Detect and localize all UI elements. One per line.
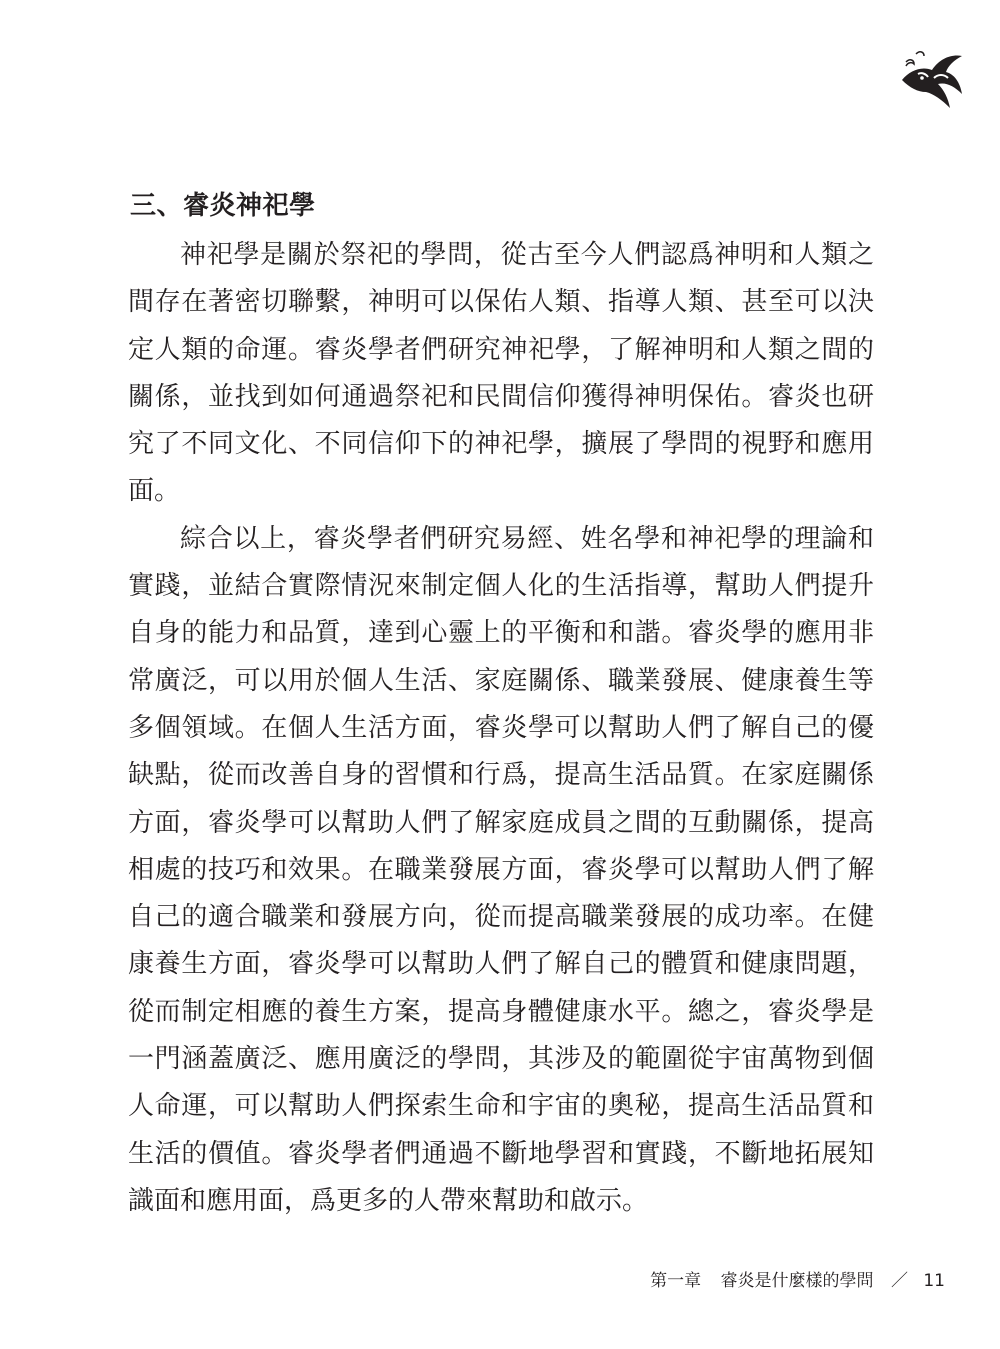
page-number: 11 <box>923 1271 945 1291</box>
section-heading: 三、睿炎神祀學 <box>130 191 316 221</box>
chapter-title: 睿炎是什麼樣的學問 <box>720 1271 874 1291</box>
running-footer <box>650 1269 945 1293</box>
paragraph: 神祀學是關於祭祀的學問，從古至今人們認爲神明和人類之間存在著密切聯繫，神明可以保佑人類、指導人類、甚至可以決定人類的命運。睿炎學者們研究神祀學，了解神明和人類之間的關係，並找到如何通過祭祀和民間信仰獲得神明保佑。睿炎也研究了不同文化、不同信仰下的神祀學，擴展了學問的視野和應用面。 <box>128 240 874 507</box>
footer-separator: ／ <box>890 1271 908 1291</box>
paragraph: 綜合以上，睿炎學者們研究易經、姓名學和神祀學的理論和實踐，並結合實際情況來制定個人化的生活指導，幫助人們提升自身的能力和品質，達到心靈上的平衡和和諧。睿炎學的應用非常廣泛，可以用於個人生活、家庭關係、職業發展、健康養生等多個領域。在個人生活方面，睿炎學可以幫助人們了解自己的優缺點，從而改善自身的習慣和行爲，提高生活品質。在家庭關係方面，睿炎學可以幫助人們了解家庭成員之間的互動關係，提高相處的技巧和效果。在職業發展方面，睿炎學可以幫助人們了解自己的適合職業和發展方向，從而提高職業發展的成功率。在健康養生方面，睿炎學可以幫助人們了解自己的體質和健康問題，從而制定相應的養生方案，提高身體健康水平。總之，睿炎學是一門涵蓋廣泛、應用廣泛的學問，其涉及的範圍從宇宙萬物到個人命運，可以幫助人們探索生命和宇宙的奧秘，提高生活品質和生活的價值。睿炎學者們通過不斷地學習和實踐，不斷地拓展知識面和應用面，爲更多的人帶來幫助和啟示。 <box>128 523 874 1216</box>
phoenix-logo-icon <box>896 44 966 114</box>
chapter-number: 第一章 <box>650 1271 702 1291</box>
body-text <box>128 232 874 1225</box>
